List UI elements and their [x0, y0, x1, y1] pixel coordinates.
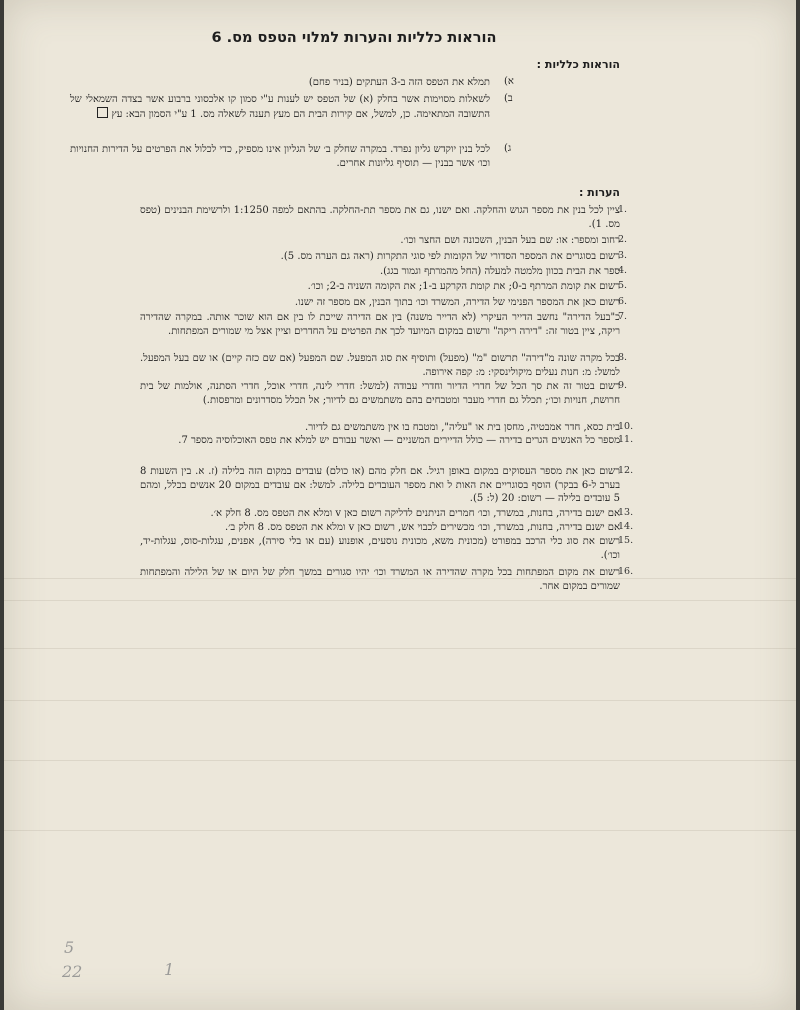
diagonal-mark-box-icon	[97, 107, 108, 118]
note-number: 11.	[618, 434, 634, 445]
show-through-line	[4, 648, 796, 649]
general-item-label: א)	[504, 76, 514, 87]
show-through-line	[4, 600, 796, 601]
pencil-mark: 22	[62, 962, 83, 981]
note-number: 8.	[618, 352, 628, 363]
note-number: 7.	[618, 311, 628, 322]
general-instructions-heading: הוראות כלליות :	[536, 58, 620, 71]
note-text: אם ישנם בדירה, בחנות, במשרד, וכו׳ חמרים הניתנים לדליקה רשום כאן v ומלא את הטפס מס. 8 חלק א׳.	[210, 508, 620, 519]
note-text: רשום את מקום המפתחות בכל מקרה שהדירה או המשרד וכו׳ יהיו סגורים במשך חלק של היום או של הלילה והמפתחות שמורים במקום אחר.	[140, 567, 620, 592]
document-page	[4, 0, 796, 1010]
note-text: רשום את סוג כלי הרכב במפורט (מכונית משא, מכונית נוסעים, אופנוע (עם או בלי סירה), אפנים, עגלות-סוס, עגלות-יד, וכו׳).	[140, 536, 620, 561]
pencil-mark: 1	[164, 960, 175, 979]
note-text: אם ישנם בדירה, בחנות, במשרד, וכו׳ מכשירים לכבוי אש, רשום כאן v ומלא את הטפס מס. 8 חלק ב׳.	[224, 522, 620, 533]
note-text: רשום בסוגרים את המספר הסדורי של הקומות לפי סוגי התקרות (ראה גם הערה מס. 5).	[280, 251, 620, 262]
note-number: 3.	[618, 250, 628, 261]
show-through-line	[4, 700, 796, 701]
note-number: 5.	[618, 280, 628, 291]
note-text: בית כסא, חדר אמבטיה, מחסן בית או "עליה", ומטבח בו אין משתמשים גם לדיור.	[305, 422, 620, 433]
note-text: רשום כאן את המספר הפנימי של הדירה, המשרד וכו׳ בתוך הבנין, אם מספר זה ישנו.	[294, 297, 620, 308]
note-text: ציין לכל בנין את מספר הגוש והחלקה. ואם ישנו, גם את מספר תת-החלקה. בהתאם למפה 1:1250 ולרשימת הבנינים (טפס מס. 1).	[140, 205, 620, 230]
note-number: 16.	[618, 566, 634, 577]
note-text: רשום בטור זה את סך הכל של חדרי הדיור וחדרי עבודה (למשל: חדרי לינה, חדרי אוכל, חדרי הסתנה, אולמות של בית חרושת, חנויות וכו׳; תכלל גם חדרי מעבר ומטבחים בהם משתמשים גם לדיור; אל תכלל מסדרונים ומרפסות.)	[140, 381, 620, 406]
note-number: 15.	[618, 535, 634, 546]
general-item-text-content: לשאלות מסוימות אשר בחלק (א) של הטפס יש לענות ע"י סמון קו אלכסוני ברבוע אשר בצדה השמאלי של התשובה המתאימה. כן, למשל, אם קירות הבית הם מעץ תענה לשאלה מס. 1 ע"י הסמון הבא: עץ	[70, 94, 490, 120]
general-item-text: תמלא את הטפס הזה ב-3 העתקים (בניר פחם)	[308, 77, 490, 88]
note-number: 4.	[618, 265, 628, 276]
show-through-line	[4, 760, 796, 761]
note-number: 2.	[618, 234, 628, 245]
note-number: 13.	[618, 507, 634, 518]
general-item-text: לכל בנין יוקדש גליון נפרד. במקרה שחלק ב׳ של הגליון אינו מספיק, כדי לכלול את הפרטים על הדירות החנויות וכו׳ אשר בבנין — תוסיף גליונות אחרים.	[70, 144, 490, 169]
page-title: הוראות כלליות והערות למלוי הטפס מס. 6	[211, 30, 497, 46]
general-item-label: ב)	[504, 93, 513, 104]
general-item-text	[70, 93, 490, 121]
note-number: 14.	[618, 521, 634, 532]
note-number: 12.	[618, 465, 634, 476]
pencil-mark: 5	[64, 938, 75, 957]
note-text: ספר את הבית בכוון מלמטה למעלה (החל מהמרתף וגמור בגג).	[379, 266, 620, 277]
note-text: מספר כל האנשים הגרים בדירה — כולל הדיירים המשניים — ואשר עבורם יש למלא את טפס האוכלוסיה מספר 7.	[178, 435, 620, 446]
note-text: בכל מקרה שונה מ"דירה" תרשום "מ" (מפעל) ותוסיף את סוג המפעל. שם המפעל (אם שם כזה קיים) או שם בעל המפעל. למשל: מ: חנות נעלים מיקולינסקי: מ: קפה אירופה.	[140, 353, 620, 378]
note-number: 6.	[618, 296, 628, 307]
note-text: רשום את קומת המרתף ב-0; את קומת הקרקע ב-1; את הקומה השניה ב-2; וכו׳.	[307, 281, 620, 292]
note-text: כ"בעל הדירה" נחשב הדייר העיקרי (לא הדייר משנה) בין אם הדירה שייכת לו בין אם הוא שוכר אותה. במקרה שהדירה ריקה, ציין בטור זה: "דירה ריקה" ורשום במקום המיועד לכך את הפרטים על החדרים וציין אצל מי שמורים המפתחות.	[140, 312, 620, 337]
notes-heading: הערות :	[578, 186, 620, 199]
note-number: 10.	[618, 421, 634, 432]
note-number: 9.	[618, 380, 628, 391]
note-text: רחוב ומספר: או: שם בעל הבנין, השכונה ושם החצר וכו׳.	[400, 235, 620, 246]
note-text: רשום כאן את מספר העסוקים במקום באופן רגיל. אם חלק מהם (או כולם) עובדים במקום הזה בלילה (ז. א. בין השעות 8 בערב ל-6 בבקר) הוסף בסוגריים את האות ל ואת מספר העובדים בלילה. למשל: אם עובדים במקום 20 אנשים בכלל, ומהם 5 עובדים בלילה — רשום: 20 (ל: 5).	[140, 466, 621, 505]
show-through-line	[4, 830, 796, 831]
general-item-label: ג)	[504, 143, 512, 154]
note-number: 1.	[618, 204, 628, 215]
